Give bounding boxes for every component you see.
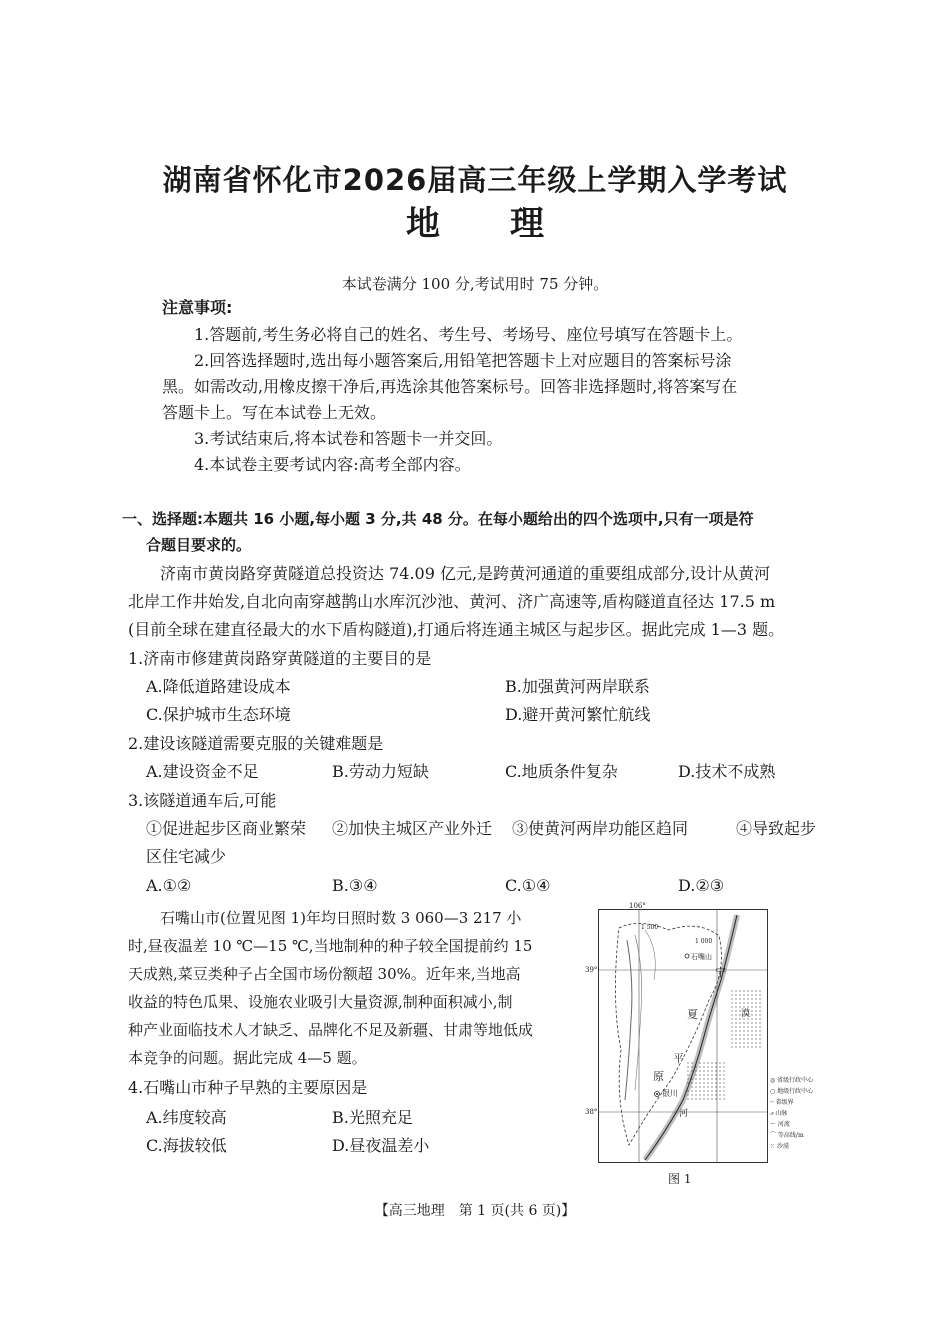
legend-label: 地级行政中心 bbox=[777, 1088, 814, 1095]
desert-east bbox=[729, 990, 763, 1050]
legend-label: 省级行政中心 bbox=[777, 1077, 814, 1084]
q4-option-d: D.昼夜温差小 bbox=[332, 1136, 430, 1155]
q2-option-d: D.技术不成熟 bbox=[678, 762, 776, 781]
q3-statement-4: ④导致起步 bbox=[736, 819, 817, 838]
contour-label-1500: 1 500 bbox=[641, 924, 659, 931]
q3-statement-1: ①促进起步区商业繁荣 bbox=[146, 819, 307, 838]
legend-item-mountain: ⩘ 山脉 bbox=[770, 1110, 788, 1117]
notice-line-5: 3.考试结束后,将本试卷和答题卡一并交回。 bbox=[194, 429, 503, 448]
notice-line-6: 4.本试卷主要考试内容:高考全部内容。 bbox=[194, 455, 471, 474]
legend-item-desert: ⁙ 沙漠 bbox=[770, 1143, 789, 1150]
full-score-note: 本试卷满分 100 分,考试用时 75 分钟。 bbox=[341, 275, 609, 293]
mountain-ridge bbox=[625, 940, 632, 1100]
q3-statement-3: ③使黄河两岸功能区趋同 bbox=[512, 819, 689, 838]
contour-line-2 bbox=[645, 930, 655, 980]
passage2-line-3: 天成熟,菜豆类种子占全国市场份额超 30%。近年来,当地高 bbox=[128, 965, 521, 983]
desert-south bbox=[685, 1060, 725, 1100]
passage1-line-3: (目前全球在建直径最大的水下盾构隧道),打通后将连通主城区与起步区。据此完成 1—3 题。 bbox=[128, 620, 785, 639]
q4-option-b: B.光照充足 bbox=[332, 1108, 413, 1127]
q2-option-b: B.劳动力短缺 bbox=[332, 762, 429, 781]
q2-option-c: C.地质条件复杂 bbox=[505, 762, 618, 781]
q3-stem: 3.该隧道通车后,可能 bbox=[128, 791, 277, 810]
legend-label: 山脉 bbox=[775, 1110, 788, 1117]
city-shizuishan: 石嘴山 bbox=[691, 953, 712, 961]
q2-stem: 2.建设该隧道需要克服的关键难题是 bbox=[128, 734, 384, 753]
section-heading-line-2: 合题目要求的。 bbox=[146, 536, 252, 554]
page-footer: 【高三地理 第 1 页(共 6 页)】 bbox=[374, 1203, 576, 1219]
q3-option-a: A.①② bbox=[146, 876, 192, 895]
notice-heading: 注意事项: bbox=[162, 298, 233, 317]
q2-option-a: A.建设资金不足 bbox=[146, 762, 259, 781]
q4-option-c: C.海拔较低 bbox=[146, 1136, 227, 1155]
shizuishan-marker bbox=[685, 954, 689, 958]
passage2-line-6: 本竞争的问题。据此完成 4—5 题。 bbox=[128, 1049, 367, 1067]
notice-line-1: 1.答题前,考生务必将自己的姓名、考生号、考场号、座位号填写在答题卡上。 bbox=[194, 325, 743, 344]
region-char-4: 原 bbox=[653, 1070, 664, 1083]
legend-label: 省级界 bbox=[775, 1099, 794, 1106]
legend-label: 河流 bbox=[777, 1121, 790, 1128]
legend-label: 等高线/m bbox=[777, 1132, 804, 1139]
passage2-line-5: 种产业面临技术人才缺乏、品牌化不足及新疆、甘肃等地低成 bbox=[128, 1021, 534, 1039]
passage2-line-4: 收益的特色瓜果、设施农业吸引大量资源,制种面积减小,制 bbox=[128, 993, 513, 1011]
notice-line-2: 2.回答选择题时,选出每小题答案后,用铅笔把答题卡上对应题目的答案标号涂 bbox=[194, 351, 732, 370]
q1-option-c: C.保护城市生态环境 bbox=[146, 705, 291, 724]
map-legend bbox=[770, 1075, 840, 1152]
passage1-line-1: 济南市黄岗路穿黄隧道总投资达 74.09 亿元,是跨黄河通道的重要组成部分,设计从黄河 bbox=[160, 564, 771, 583]
figure-caption: 图 1 bbox=[668, 1172, 692, 1186]
city-yinchuan: 银川 bbox=[662, 1089, 678, 1098]
q4-stem: 4.石嘴山市种子早熟的主要原因是 bbox=[128, 1078, 368, 1097]
q3-statement-4-cont: 区住宅减少 bbox=[146, 847, 227, 866]
subject-title: 地理 bbox=[406, 204, 614, 244]
q1-option-b: B.加强黄河两岸联系 bbox=[505, 677, 650, 696]
legend-item-provincial-border: ┄ 省级界 bbox=[770, 1099, 794, 1106]
q1-stem: 1.济南市修建黄岗路穿黄隧道的主要目的是 bbox=[128, 649, 432, 668]
q3-option-b: B.③④ bbox=[332, 876, 378, 895]
contour-line bbox=[635, 935, 642, 1090]
legend-item-river: 〜 河流 bbox=[770, 1121, 790, 1128]
region-char-2: 夏 bbox=[687, 1008, 698, 1021]
lon-label-106: 106° bbox=[629, 902, 646, 910]
passage2-line-1: 石嘴山市(位置见图 1)年均日照时数 3 060—3 217 小 bbox=[160, 909, 522, 927]
q3-statement-2: ②加快主城区产业外迁 bbox=[332, 819, 493, 838]
map-svg bbox=[599, 910, 767, 1162]
q4-option-a: A.纬度较高 bbox=[146, 1108, 227, 1127]
legend-item-prefecture-center: ○ 地级行政中心 bbox=[770, 1088, 814, 1095]
q1-option-a: A.降低道路建设成本 bbox=[146, 677, 291, 696]
passage1-line-2: 北岸工作井始发,自北向南穿越鹊山水库沉沙池、黄河、济广高速等,盾构隧道直径达 17.5 m bbox=[128, 592, 776, 611]
legend-item-contour: ⌒ 等高线/m bbox=[770, 1132, 804, 1139]
exam-title: 湖南省怀化市2026届高三年级上学期入学考试 bbox=[162, 163, 788, 197]
q3-option-c: C.①④ bbox=[505, 876, 551, 895]
region-char-1: 宁 bbox=[715, 966, 726, 979]
legend-label: 沙漠 bbox=[776, 1143, 789, 1150]
notice-line-4: 答题卡上。写在本试卷上无效。 bbox=[162, 403, 387, 422]
section-heading-line-1: 一、选择题:本题共 16 小题,每小题 3 分,共 48 分。在每小题给出的四个选项中,只有一项是符 bbox=[122, 510, 754, 528]
passage2-line-2: 时,昼夜温差 10 ℃—15 ℃,当地制种的种子较全国提前约 15 bbox=[128, 937, 533, 955]
q1-option-d: D.避开黄河繁忙航线 bbox=[505, 705, 651, 724]
q3-option-d: D.②③ bbox=[678, 876, 725, 895]
contour-label-1000: 1 000 bbox=[695, 938, 713, 945]
desert-char: 漠 bbox=[741, 1009, 751, 1019]
lat-label-38: 38° bbox=[585, 1108, 598, 1116]
legend-item-provincial-center: ◎ 省级行政中心 bbox=[770, 1077, 814, 1084]
region-char-3: 平 bbox=[673, 1052, 684, 1065]
notice-line-3: 黑。如需改动,用橡皮擦干净后,再选涂其他答案标号。回答非选择题时,将答案写在 bbox=[162, 377, 738, 396]
map-figure bbox=[585, 902, 768, 1163]
river-char: 河 bbox=[679, 1109, 689, 1119]
yinchuan-marker-dot bbox=[656, 1093, 658, 1095]
lat-label-39: 39° bbox=[585, 966, 598, 974]
